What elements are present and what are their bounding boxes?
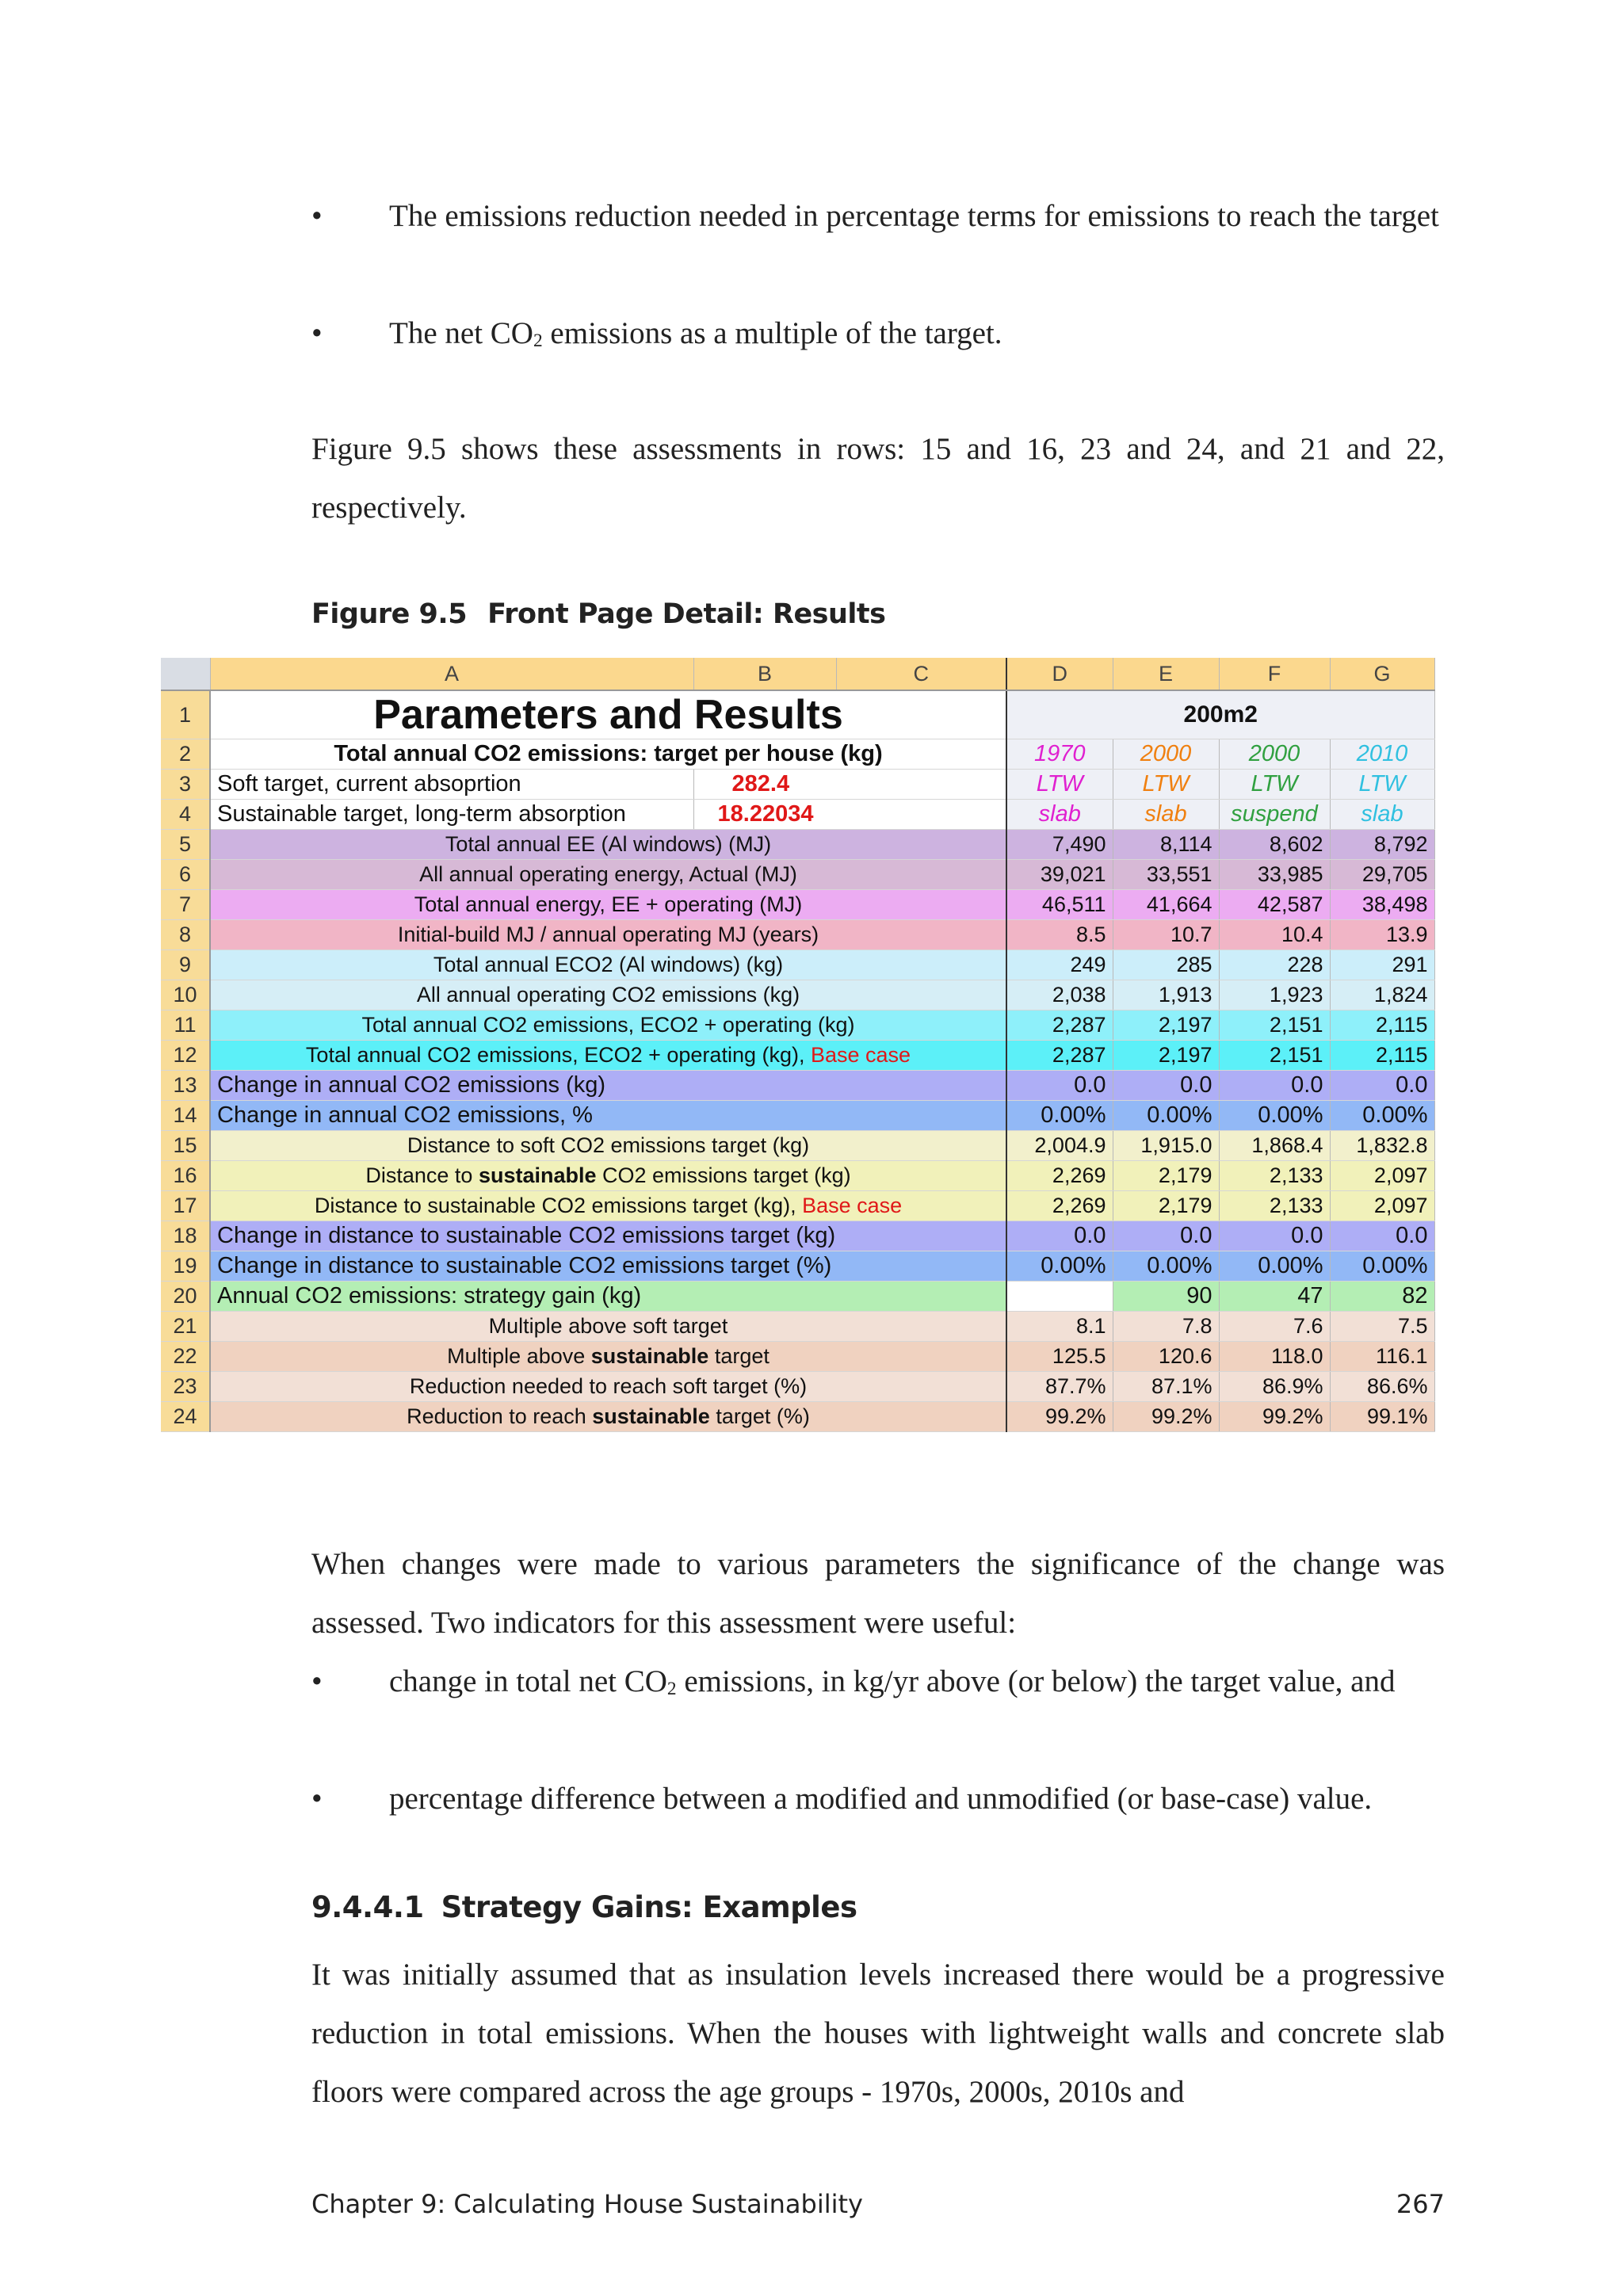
sheet-row — [161, 1191, 1434, 1221]
value-cell[interactable]: 2,287 — [1006, 1010, 1113, 1041]
value-cell[interactable]: 7.6 — [1219, 1312, 1330, 1342]
sheet-row — [161, 800, 1434, 830]
sheet-row — [161, 1402, 1434, 1432]
value-cell[interactable]: 2,097 — [1330, 1191, 1434, 1221]
sheet-table — [161, 658, 1435, 1432]
value-cell[interactable]: 7.8 — [1113, 1312, 1219, 1342]
value-cell[interactable]: 8.5 — [1006, 920, 1113, 950]
value-cell[interactable]: 0.0 — [1219, 1071, 1330, 1101]
value-cell[interactable]: 2,151 — [1219, 1010, 1330, 1041]
value-cell[interactable]: 33,551 — [1113, 860, 1219, 890]
bullet-dot: • — [311, 1782, 323, 1816]
type-cell: LTW — [1113, 770, 1219, 800]
value-cell[interactable]: 2,038 — [1006, 980, 1113, 1010]
value-cell[interactable]: 2,133 — [1219, 1161, 1330, 1191]
row-number[interactable]: 12 — [161, 1041, 210, 1071]
row-label: Multiple above sustainable target — [210, 1342, 1006, 1372]
value-cell[interactable]: 0.00% — [1330, 1101, 1434, 1131]
sheet-row — [161, 1161, 1434, 1191]
value-cell[interactable]: 2,197 — [1113, 1041, 1219, 1071]
bullet-dot: • — [311, 1664, 323, 1698]
row-number[interactable]: 7 — [161, 890, 210, 920]
year-cell: 2000 — [1219, 739, 1330, 770]
sheet-row — [161, 1282, 1434, 1312]
figure-title: Front Page Detail: Results — [487, 598, 886, 630]
row-label: All annual operating CO2 emissions (kg) — [210, 980, 1006, 1010]
value-cell[interactable]: 116.1 — [1330, 1342, 1434, 1372]
column-header-row — [161, 658, 1434, 690]
row-number[interactable]: 11 — [161, 1010, 210, 1041]
row-number[interactable]: 4 — [161, 800, 210, 830]
row-label: Reduction to reach sustainable target (%) — [210, 1402, 1006, 1432]
value-cell[interactable]: 90 — [1113, 1282, 1219, 1312]
row-number[interactable]: 14 — [161, 1101, 210, 1131]
value-cell[interactable]: 42,587 — [1219, 890, 1330, 920]
row-number[interactable]: 15 — [161, 1131, 210, 1161]
value-cell[interactable]: 0.0 — [1330, 1221, 1434, 1251]
row-number[interactable]: 5 — [161, 830, 210, 860]
sheet-row — [161, 980, 1434, 1010]
value-cell[interactable]: 99.2% — [1219, 1402, 1330, 1432]
sheet-row — [161, 1372, 1434, 1402]
value-cell[interactable]: 2,287 — [1006, 1041, 1113, 1071]
section-number: 9.4.4.1 — [311, 1890, 424, 1924]
sheet-row — [161, 770, 1434, 800]
type-cell: LTW — [1006, 770, 1113, 800]
value-cell[interactable]: 2,269 — [1006, 1191, 1113, 1221]
row-number[interactable]: 2 — [161, 739, 210, 770]
sheet-row — [161, 1221, 1434, 1251]
sheet-title: Parameters and Results — [210, 690, 1006, 739]
value-cell[interactable]: 8,602 — [1219, 830, 1330, 860]
value-cell[interactable]: 7.5 — [1330, 1312, 1434, 1342]
value-cell[interactable]: 2,197 — [1113, 1010, 1219, 1041]
column-header[interactable]: C — [836, 658, 1006, 690]
row-label: Distance to sustainable CO2 emissions target (kg), Base case — [210, 1191, 1006, 1221]
column-header[interactable]: D — [1006, 658, 1113, 690]
sustainable-target-label: Sustainable target, long-term absorption — [210, 800, 693, 830]
floor-cell: slab — [1006, 800, 1113, 830]
value-cell[interactable]: 47 — [1219, 1282, 1330, 1312]
value-cell[interactable]: 86.6% — [1330, 1372, 1434, 1402]
value-cell[interactable]: 38,498 — [1330, 890, 1434, 920]
value-cell[interactable]: 0.00% — [1006, 1101, 1113, 1131]
row-label: Total annual ECO2 (Al windows) (kg) — [210, 950, 1006, 980]
bullet-text: percentage difference between a modified and unmodified (or base-case) value. — [389, 1782, 1373, 1816]
soft-target-label: Soft target, current absoprtion — [210, 770, 693, 800]
row-label: Change in annual CO2 emissions (kg) — [210, 1071, 1006, 1101]
row-number[interactable]: 8 — [161, 920, 210, 950]
value-cell[interactable]: 2,269 — [1006, 1161, 1113, 1191]
value-cell[interactable]: 0.0 — [1113, 1071, 1219, 1101]
value-cell[interactable]: 8,792 — [1330, 830, 1434, 860]
value-cell[interactable]: 99.1% — [1330, 1402, 1434, 1432]
column-header[interactable]: E — [1113, 658, 1219, 690]
row-label: Total annual EE (Al windows) (MJ) — [210, 830, 1006, 860]
value-cell[interactable]: 0.00% — [1113, 1251, 1219, 1282]
row-number[interactable]: 10 — [161, 980, 210, 1010]
value-cell[interactable]: 125.5 — [1006, 1342, 1113, 1372]
value-cell[interactable]: 87.1% — [1113, 1372, 1219, 1402]
base-case-note: Base case — [802, 1194, 903, 1217]
value-cell[interactable]: 285 — [1113, 950, 1219, 980]
target-heading: Total annual CO2 emissions: target per house (kg) — [210, 739, 1006, 770]
value-cell[interactable]: 2,151 — [1219, 1041, 1330, 1071]
base-case-note: Base case — [810, 1043, 911, 1067]
value-cell[interactable]: 0.00% — [1330, 1251, 1434, 1282]
sheet-row — [161, 860, 1434, 890]
results-spreadsheet — [161, 658, 1434, 1458]
sheet-row — [161, 830, 1434, 860]
sheet-row — [161, 950, 1434, 980]
value-cell[interactable]: 0.0 — [1006, 1221, 1113, 1251]
year-cell: 2000 — [1113, 739, 1219, 770]
row-number[interactable]: 23 — [161, 1372, 210, 1402]
column-header[interactable]: G — [1330, 658, 1434, 690]
value-cell[interactable]: 1,868.4 — [1219, 1131, 1330, 1161]
section-title: Strategy Gains: Examples — [441, 1890, 857, 1924]
row-label: Annual CO2 emissions: strategy gain (kg) — [210, 1282, 1006, 1312]
value-cell[interactable]: 1,832.8 — [1330, 1131, 1434, 1161]
value-cell[interactable]: 41,664 — [1113, 890, 1219, 920]
value-cell[interactable]: 0.0 — [1219, 1221, 1330, 1251]
sheet-row — [161, 1312, 1434, 1342]
value-cell[interactable]: 249 — [1006, 950, 1113, 980]
value-cell[interactable]: 10.4 — [1219, 920, 1330, 950]
select-all-corner[interactable] — [161, 658, 210, 690]
value-cell[interactable]: 0.0 — [1330, 1071, 1434, 1101]
sheet-row — [161, 1101, 1434, 1131]
value-cell[interactable]: 1,824 — [1330, 980, 1434, 1010]
row-number[interactable]: 16 — [161, 1161, 210, 1191]
sheet-row — [161, 920, 1434, 950]
row-label: Total annual CO2 emissions, ECO2 + operating (kg), Base case — [210, 1041, 1006, 1071]
row-number[interactable]: 1 — [161, 690, 210, 739]
sheet-row — [161, 1131, 1434, 1161]
row-number[interactable]: 13 — [161, 1071, 210, 1101]
value-cell[interactable]: 0.0 — [1113, 1221, 1219, 1251]
section-heading — [311, 1890, 857, 1924]
bullet-item — [311, 1770, 1445, 1828]
soft-target-value: 282.4 — [693, 770, 1006, 800]
row-label: Distance to sustainable CO2 emissions target (kg) — [210, 1161, 1006, 1191]
row-number[interactable]: 20 — [161, 1282, 210, 1312]
row-number[interactable]: 22 — [161, 1342, 210, 1372]
sheet-row — [161, 1251, 1434, 1282]
bullet-item — [311, 187, 1445, 246]
value-cell[interactable]: 1,913 — [1113, 980, 1219, 1010]
sheet-row — [161, 1041, 1434, 1071]
sheet-row — [161, 1342, 1434, 1372]
value-cell[interactable]: 291 — [1330, 950, 1434, 980]
row-label: Multiple above soft target — [210, 1312, 1006, 1342]
floor-cell: slab — [1113, 800, 1219, 830]
sheet-row — [161, 690, 1434, 739]
value-cell[interactable]: 46,511 — [1006, 890, 1113, 920]
value-cell[interactable]: 7,490 — [1006, 830, 1113, 860]
footer-page-number: 267 — [1396, 2189, 1445, 2219]
column-header[interactable]: F — [1219, 658, 1330, 690]
row-label: Change in distance to sustainable CO2 emissions target (kg) — [210, 1221, 1006, 1251]
type-cell: LTW — [1219, 770, 1330, 800]
value-cell[interactable]: 86.9% — [1219, 1372, 1330, 1402]
row-number[interactable]: 17 — [161, 1191, 210, 1221]
row-label: All annual operating energy, Actual (MJ) — [210, 860, 1006, 890]
column-header[interactable]: B — [693, 658, 836, 690]
value-cell[interactable]: 0.00% — [1113, 1101, 1219, 1131]
value-cell[interactable]: 1,923 — [1219, 980, 1330, 1010]
value-cell[interactable]: 2,097 — [1330, 1161, 1434, 1191]
value-cell[interactable]: 39,021 — [1006, 860, 1113, 890]
sustainable-target-value: 18.22034 — [693, 800, 1006, 830]
row-label: Total annual CO2 emissions, ECO2 + operating (kg) — [210, 1010, 1006, 1041]
value-cell[interactable]: 99.2% — [1006, 1402, 1113, 1432]
value-cell[interactable]: 2,115 — [1330, 1041, 1434, 1071]
value-cell[interactable]: 29,705 — [1330, 860, 1434, 890]
value-cell[interactable]: 0.0 — [1006, 1071, 1113, 1101]
sheet-row — [161, 1010, 1434, 1041]
value-cell[interactable]: 13.9 — [1330, 920, 1434, 950]
row-label: Reduction needed to reach soft target (%) — [210, 1372, 1006, 1402]
value-cell[interactable]: 10.7 — [1113, 920, 1219, 950]
row-label: Total annual energy, EE + operating (MJ) — [210, 890, 1006, 920]
row-label: Change in annual CO2 emissions, % — [210, 1101, 1006, 1131]
bullet-dot: • — [311, 199, 323, 233]
value-cell[interactable]: 1,915.0 — [1113, 1131, 1219, 1161]
value-cell[interactable]: 118.0 — [1219, 1342, 1330, 1372]
bullet-text: The net $CO_2$ emissions as a multiple of the target. — [389, 316, 1002, 351]
value-cell[interactable]: 2,133 — [1219, 1191, 1330, 1221]
value-cell[interactable]: 33,985 — [1219, 860, 1330, 890]
figure-number: Figure 9.5 — [311, 598, 468, 630]
value-cell[interactable] — [1006, 1282, 1113, 1312]
column-header[interactable]: A — [210, 658, 693, 690]
row-label: Change in distance to sustainable CO2 emissions target (%) — [210, 1251, 1006, 1282]
bullet-item — [311, 304, 1445, 370]
value-cell[interactable]: 2,115 — [1330, 1010, 1434, 1041]
value-cell[interactable]: 8,114 — [1113, 830, 1219, 860]
value-cell[interactable]: 0.00% — [1219, 1251, 1330, 1282]
value-cell[interactable]: 120.6 — [1113, 1342, 1219, 1372]
value-cell[interactable]: 2,179 — [1113, 1191, 1219, 1221]
row-number[interactable]: 9 — [161, 950, 210, 980]
year-cell: 2010 — [1330, 739, 1434, 770]
bullet-item — [311, 1652, 1445, 1718]
row-label: Distance to soft CO2 emissions target (kg) — [210, 1131, 1006, 1161]
bullet-dot: • — [311, 316, 323, 350]
row-number[interactable]: 3 — [161, 770, 210, 800]
value-cell[interactable]: 87.7% — [1006, 1372, 1113, 1402]
paragraph: It was initially assumed that as insulation levels increased there would be a progressive reduction in total emissions. When the houses with lightweight walls and concrete slab floors were compared across the age groups - 1970s, 2000s, 2010s and — [311, 1958, 1445, 2109]
year-cell: 1970 — [1006, 739, 1113, 770]
bullet-text: The emissions reduction needed in percentage terms for emissions to reach the target — [389, 199, 1439, 233]
value-cell[interactable]: 2,004.9 — [1006, 1131, 1113, 1161]
row-label: Initial-build MJ / annual operating MJ (years) — [210, 920, 1006, 950]
row-number[interactable]: 19 — [161, 1251, 210, 1282]
value-cell[interactable]: 228 — [1219, 950, 1330, 980]
sheet-row — [161, 1071, 1434, 1101]
row-number[interactable]: 18 — [161, 1221, 210, 1251]
type-cell: LTW — [1330, 770, 1434, 800]
bullet-text: change in total net $CO_2$ emissions, in kg/yr above (or below) the target value, and — [389, 1664, 1396, 1699]
value-cell[interactable]: 82 — [1330, 1282, 1434, 1312]
value-cell[interactable]: 0.00% — [1219, 1101, 1330, 1131]
value-cell[interactable]: 2,179 — [1113, 1161, 1219, 1191]
value-cell[interactable]: 0.00% — [1006, 1251, 1113, 1282]
value-cell[interactable]: 99.2% — [1113, 1402, 1219, 1432]
row-number[interactable]: 21 — [161, 1312, 210, 1342]
figure-caption — [311, 598, 886, 630]
floor-cell: suspend — [1219, 800, 1330, 830]
row-number[interactable]: 24 — [161, 1402, 210, 1432]
row-number[interactable]: 6 — [161, 860, 210, 890]
sheet-row — [161, 890, 1434, 920]
paragraph: When changes were made to various parameters the significance of the change was assessed. Two indicators for this assessment were useful: — [311, 1547, 1445, 1640]
paragraph: Figure 9.5 shows these assessments in rows: 15 and 16, 23 and 24, and 21 and 22, respectively. — [311, 432, 1445, 525]
value-cell[interactable]: 8.1 — [1006, 1312, 1113, 1342]
sheet-row — [161, 739, 1434, 770]
floor-cell: slab — [1330, 800, 1434, 830]
sheet-subtitle: 200m2 — [1006, 690, 1434, 739]
footer-chapter: Chapter 9: Calculating House Sustainability — [311, 2189, 863, 2219]
